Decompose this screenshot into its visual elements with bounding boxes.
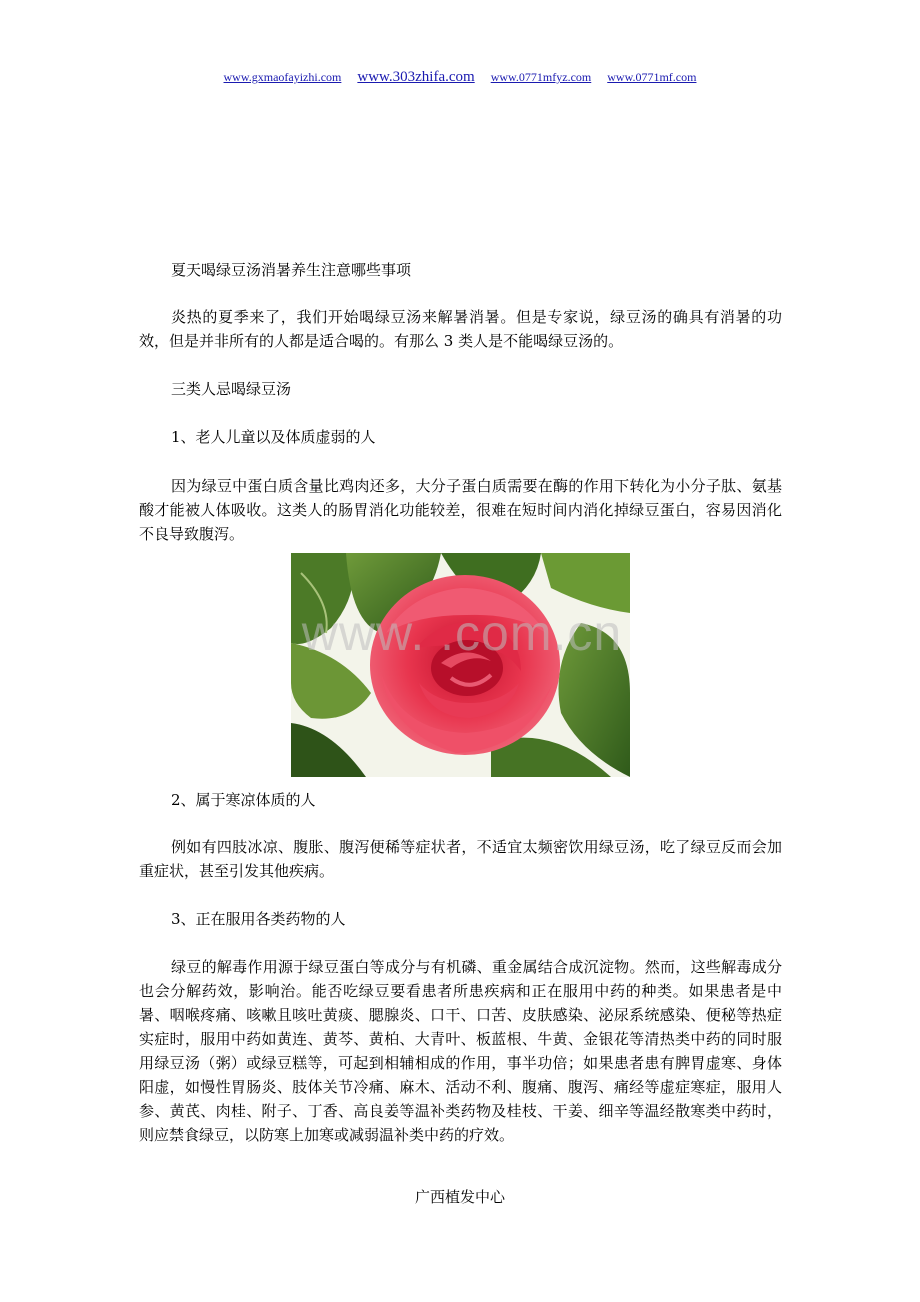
- header-links: [0, 68, 920, 86]
- item1-text: 因为绿豆中蛋白质含量比鸡肉还多，大分子蛋白质需要在酶的作用下转化为小分子肽、氨基酸才能被人体吸收。这类人的肠胃消化功能较差，很难在短时间内消化掉绿豆蛋白，容易因消化不良导致腹泻。: [139, 477, 782, 543]
- header-link-2[interactable]: www.303zhifa.com: [357, 69, 475, 85]
- item3-heading: 3、正在服用各类药物的人: [171, 910, 346, 928]
- item2-heading: 2、属于寒凉体质的人: [171, 791, 316, 809]
- section-heading: 三类人忌喝绿豆汤: [171, 380, 292, 398]
- header-link-4[interactable]: www.0771mf.com: [607, 70, 697, 84]
- header-link-1[interactable]: www.gxmaofayizhi.com: [223, 70, 342, 84]
- footer-text: 广西植发中心: [414, 1188, 505, 1206]
- header-link-3[interactable]: www.0771mfyz.com: [490, 70, 592, 84]
- camellia-flower-image: [291, 553, 630, 777]
- flower-illustration: [291, 553, 630, 777]
- item1-heading: 1、老人儿童以及体质虚弱的人: [171, 428, 376, 446]
- intro-paragraph: 炎热的夏季来了，我们开始喝绿豆汤来解暑消暑。但是专家说，绿豆汤的确具有消暑的功效，但是并非所有的人都是适合喝的。有那么 3 类人是不能喝绿豆汤的。: [139, 308, 782, 350]
- item2-text: 例如有四肢冰凉、腹胀、腹泻便稀等症状者，不适宜太频密饮用绿豆汤，吃了绿豆反而会加重症状，甚至引发其他疾病。: [139, 838, 782, 880]
- image-watermark: www. .com.cn: [301, 605, 623, 661]
- article-title: 夏天喝绿豆汤消暑养生注意哪些事项: [171, 261, 412, 279]
- item3-text: 绿豆的解毒作用源于绿豆蛋白等成分与有机磷、重金属结合成沉淀物。然而，这些解毒成分也会分解药效，影响治。能否吃绿豆要看患者所患疾病和正在服用中药的种类。如果患者是中暑、咽喉疼痛、咳嗽且咳吐黄痰、腮腺炎、口干、口苦、皮肤感染、泌尿系统感染、便秘等热症实症时，服用中药如黄连、黄芩、黄柏、大青叶、板蓝根、牛黄、金银花等清热类中药的同时服用绿豆汤（粥）或绿豆糕等，可起到相辅相成的作用，事半功倍；如果患者患有脾胃虚寒、身体阳虚，如慢性胃肠炎、肢体关节冷痛、麻木、活动不利、腹痛、腹泻、痛经等虚症寒症，服用人参、黄芪、肉桂、附子、丁香、高良姜等温补类药物及桂枝、干姜、细辛等温经散寒类中药时，则应禁食绿豆，以防寒上加寒或减弱温补类中药的疗效。: [139, 958, 782, 1144]
